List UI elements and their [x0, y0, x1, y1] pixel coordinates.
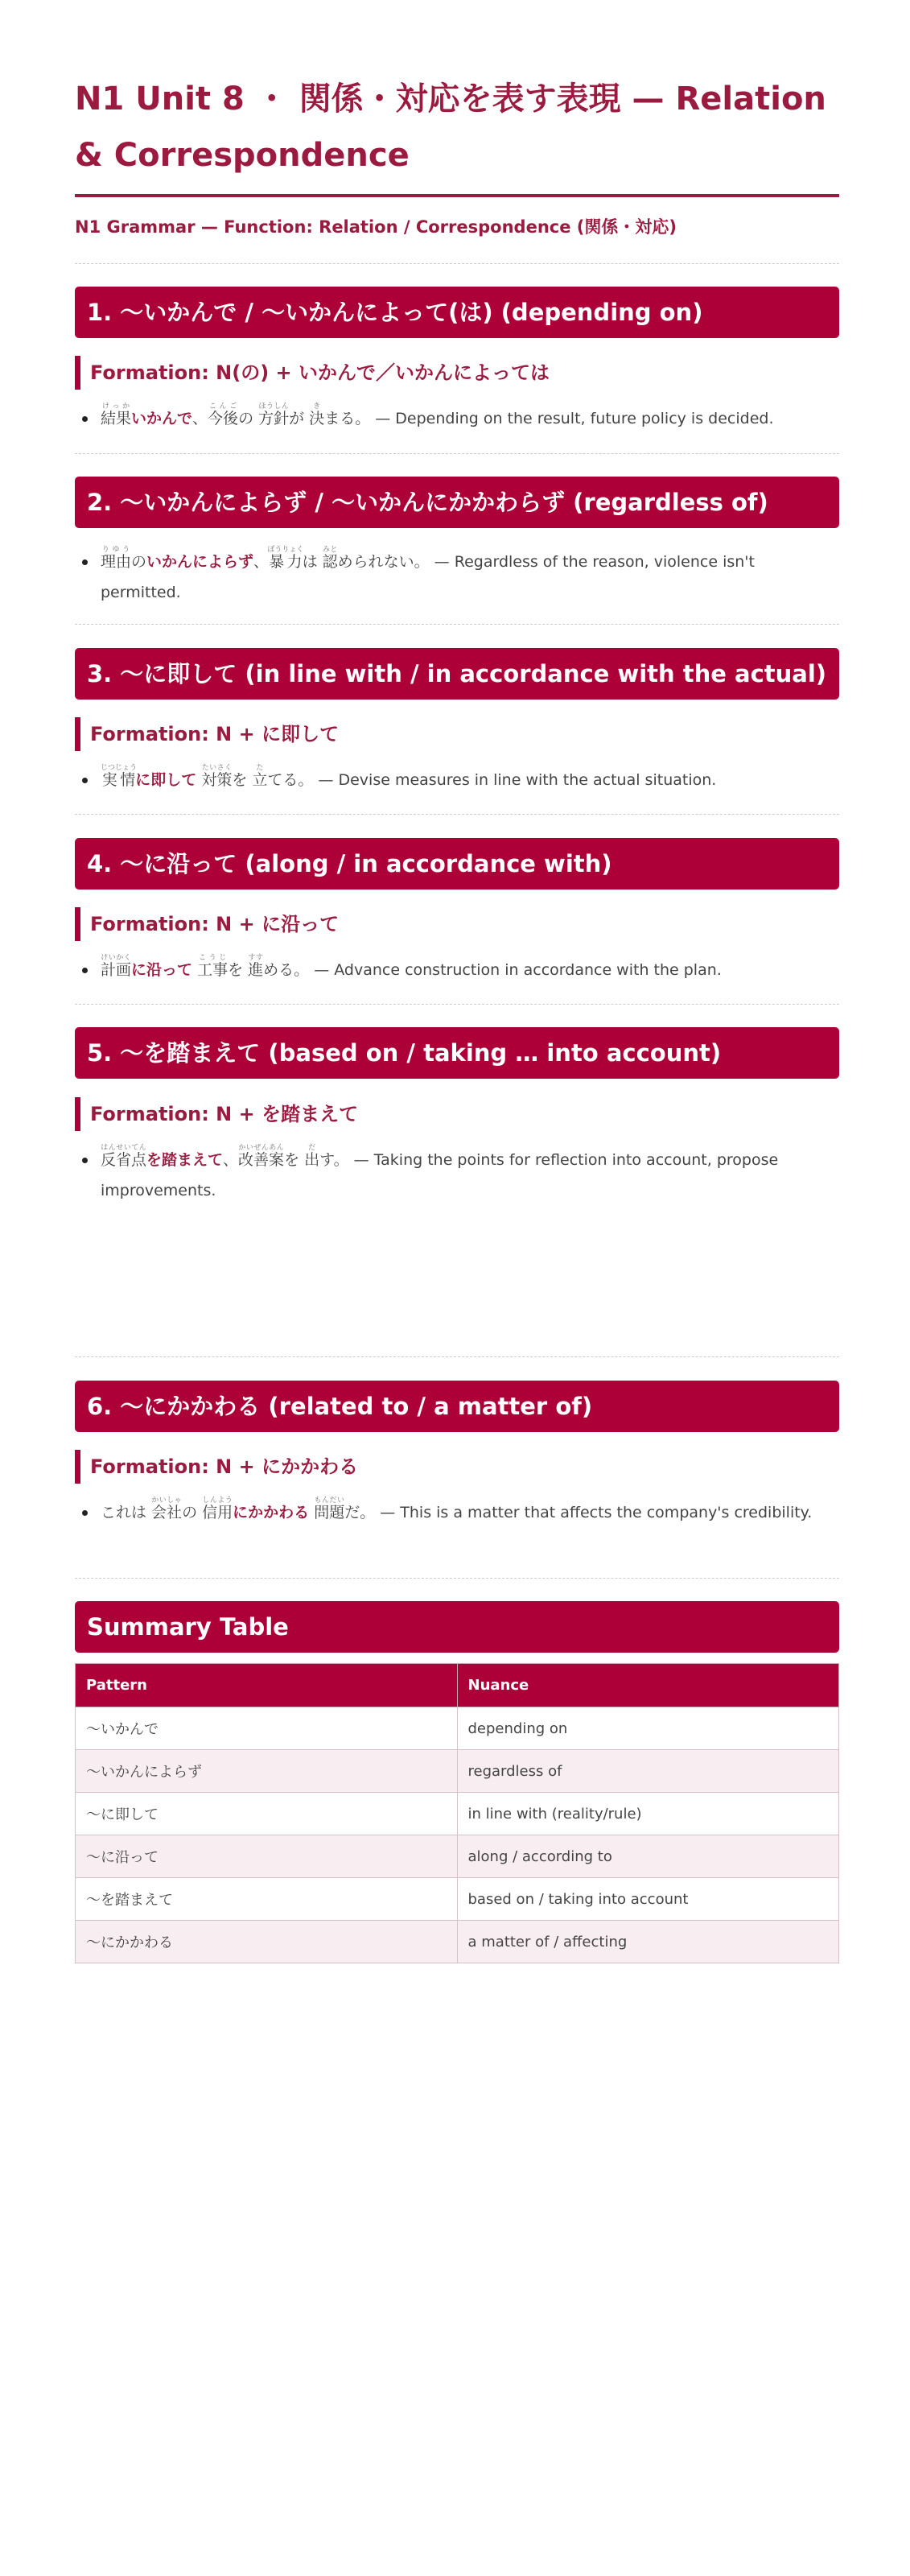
- pattern-cell: ～に沿って: [76, 1835, 458, 1878]
- summary-heading: Summary Table: [75, 1601, 839, 1653]
- furigana: こうじ: [197, 954, 229, 962]
- table-row: [76, 1707, 839, 1750]
- kanji-with-reading: 今後こんご: [208, 402, 239, 427]
- example-6: [75, 1496, 839, 1528]
- example-3: [75, 764, 839, 795]
- furigana: ほうしん: [258, 402, 290, 411]
- example-4: [75, 954, 839, 985]
- furigana: かいしゃ: [151, 1496, 183, 1505]
- kanji-with-reading: 理由りゆう: [101, 546, 132, 571]
- nuance-cell: regardless of: [457, 1750, 839, 1793]
- furigana: りゆう: [101, 546, 132, 554]
- section-heading-6: 6. ～にかかわる (related to / a matter of): [75, 1381, 839, 1432]
- nuance-cell: a matter of / affecting: [457, 1921, 839, 1963]
- table-header-row: [76, 1664, 839, 1707]
- example-text: だ。 — This is a matter that affects the company's credibility.: [344, 1504, 813, 1521]
- example-1: [75, 402, 839, 434]
- formation-1: Formation: N(の) + いかんで／いかんによっては: [75, 356, 839, 390]
- example-2: [75, 546, 839, 608]
- furigana: じつじょう: [101, 764, 138, 772]
- furigana: たいさく: [201, 764, 233, 772]
- nuance-cell: depending on: [457, 1707, 839, 1750]
- example-text: これは: [101, 1504, 152, 1521]
- grammar-highlight: に即して: [135, 771, 197, 789]
- formation-6: Formation: N + にかかわる: [75, 1450, 839, 1484]
- furigana: はんせいてん: [101, 1144, 147, 1152]
- page-title: N1 Unit 8 ・ 関係・対応を表す表現 — Relation & Correspondence: [75, 80, 826, 174]
- example-text: を: [228, 961, 249, 979]
- table-row: [76, 1878, 839, 1921]
- furigana: こんご: [208, 402, 239, 411]
- kanji-with-reading: 信用しんよう: [202, 1496, 233, 1521]
- pattern-cell: ～に即して: [76, 1793, 458, 1835]
- section-heading-3: 3. ～に即して (in line with / in accordance with the actual): [75, 648, 839, 700]
- furigana: き: [309, 402, 325, 411]
- grammar-highlight: いかんで: [131, 410, 193, 427]
- summary-table: [75, 1663, 839, 1963]
- pattern-cell: ～いかんによらず: [76, 1750, 458, 1793]
- example-text: の: [238, 410, 259, 427]
- section-divider: [75, 1356, 839, 1357]
- kanji-with-reading: 対策たいさく: [201, 764, 233, 789]
- furigana: すす: [248, 954, 264, 962]
- section-divider: [75, 624, 839, 625]
- example-text: てる。 — Devise measures in line with the actual situation.: [267, 771, 717, 789]
- kanji-with-reading: 反省点はんせいてん: [101, 1144, 147, 1169]
- pattern-cell: ～を踏まえて: [76, 1878, 458, 1921]
- section-divider: [75, 1004, 839, 1005]
- kanji-with-reading: 計画けいかく: [101, 954, 132, 979]
- title-divider: [75, 194, 839, 197]
- example-text: の: [182, 1504, 203, 1521]
- example-text: まる。 — Depending on the result, future policy is decided.: [324, 410, 774, 427]
- grammar-highlight: に沿って: [131, 961, 193, 979]
- furigana: だ: [304, 1144, 320, 1152]
- kanji-with-reading: 改善案かいぜんあん: [238, 1144, 285, 1169]
- nuance-cell: along / according to: [457, 1835, 839, 1878]
- furigana: もんだい: [314, 1496, 345, 1505]
- section-divider: [75, 1578, 839, 1579]
- kanji-with-reading: 認みと: [322, 546, 338, 571]
- formation-4: Formation: N + に沿って: [75, 907, 839, 941]
- page-subtitle: N1 Grammar — Function: Relation / Correspondence (関係・対応): [75, 217, 677, 237]
- furigana: みと: [322, 546, 338, 554]
- furigana: た: [252, 764, 268, 772]
- table-row: [76, 1921, 839, 1963]
- grammar-highlight: いかんによらず: [146, 553, 254, 571]
- kanji-with-reading: 方針ほうしん: [258, 402, 290, 427]
- example-text: の: [131, 553, 147, 571]
- formation-3: Formation: N + に即して: [75, 717, 839, 751]
- table-row: [76, 1835, 839, 1878]
- furigana: けっか: [101, 402, 132, 411]
- example-text: める。 — Advance construction in accordance with the plan.: [263, 961, 722, 979]
- section-heading-4: 4. ～に沿って (along / in accordance with): [75, 838, 839, 890]
- example-text: は: [302, 553, 323, 571]
- furigana: しんよう: [202, 1496, 233, 1505]
- table-row: [76, 1793, 839, 1835]
- section-heading-2: 2. ～いかんによらず / ～いかんにかかわらず (regardless of): [75, 477, 839, 528]
- example-text: 、: [192, 410, 208, 427]
- formation-5: Formation: N + を踏まえて: [75, 1097, 839, 1131]
- example-text: められない。 — Regardless of the reason, violence isn't permitted.: [101, 553, 755, 601]
- table-row: [76, 1750, 839, 1793]
- example-text: す。 — Taking the points for reflection into account, propose improvements.: [101, 1151, 779, 1199]
- section-divider: [75, 814, 839, 815]
- example-5: [75, 1144, 839, 1206]
- nuance-cell: in line with (reality/rule): [457, 1793, 839, 1835]
- kanji-with-reading: 会社かいしゃ: [151, 1496, 183, 1521]
- kanji-with-reading: 結果けっか: [101, 402, 132, 427]
- kanji-with-reading: 問題もんだい: [314, 1496, 345, 1521]
- example-text: を: [232, 771, 253, 789]
- kanji-with-reading: 実情じつじょう: [101, 764, 138, 789]
- pattern-cell: ～いかんで: [76, 1707, 458, 1750]
- section-divider: [75, 263, 839, 264]
- kanji-with-reading: 工事こうじ: [197, 954, 229, 979]
- kanji-with-reading: 暴力ぼうりょく: [267, 546, 304, 571]
- kanji-with-reading: 決き: [309, 402, 325, 427]
- furigana: ぼうりょく: [267, 546, 304, 554]
- kanji-with-reading: 進すす: [248, 954, 264, 979]
- pattern-cell: ～にかかわる: [76, 1921, 458, 1963]
- column-header-pattern: Pattern: [76, 1664, 458, 1707]
- example-text: 、: [223, 1151, 239, 1169]
- grammar-highlight: を踏まえて: [146, 1151, 224, 1169]
- kanji-with-reading: 立た: [252, 764, 268, 789]
- nuance-cell: based on / taking into account: [457, 1878, 839, 1921]
- section-divider: [75, 453, 839, 454]
- furigana: けいかく: [101, 954, 132, 962]
- section-heading-5: 5. ～を踏まえて (based on / taking … into account): [75, 1027, 839, 1079]
- example-text: が: [289, 410, 310, 427]
- grammar-highlight: にかかわる: [233, 1504, 310, 1521]
- example-text: を: [284, 1151, 305, 1169]
- section-heading-1: 1. ～いかんで / ～いかんによって(は) (depending on): [75, 287, 839, 338]
- furigana: かいぜんあん: [238, 1144, 285, 1152]
- column-header-nuance: Nuance: [457, 1664, 839, 1707]
- kanji-with-reading: 出だ: [304, 1144, 320, 1169]
- example-text: 、: [253, 553, 270, 571]
